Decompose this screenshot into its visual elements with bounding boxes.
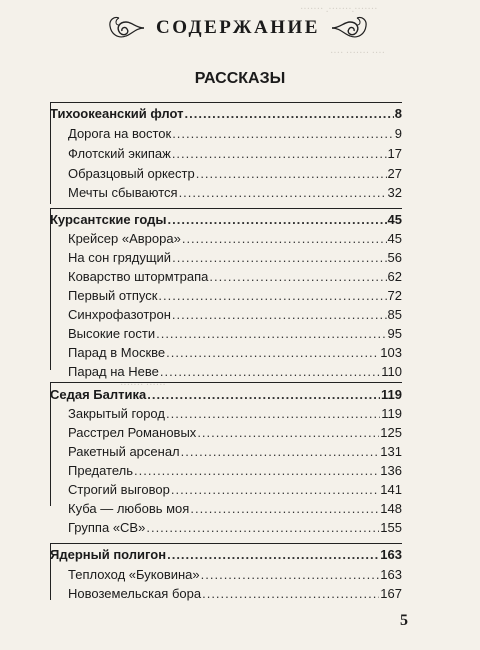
chapter-page: 119 [381,387,402,402]
story-title: Синхрофазотрон [68,307,171,322]
dot-leader [166,405,380,423]
toc-story-entry [68,519,402,537]
story-page: 163 [380,567,402,582]
dot-leader [146,519,379,537]
story-title: Расстрел Романовых [68,425,197,440]
section-heading: РАССКАЗЫ [194,70,286,87]
dot-leader [168,211,387,229]
dot-leader [181,443,380,461]
dot-leader [172,306,387,324]
toc-story-entry [68,268,402,286]
dot-leader [172,145,387,163]
story-page: 119 [381,406,402,421]
dot-leader [147,386,380,404]
story-title: Образцовый оркестр [68,166,195,181]
story-page: 85 [387,307,402,322]
story-title: На сон грядущий [68,250,172,265]
story-page: 110 [381,364,402,379]
story-title: Мечты сбываются [68,185,178,200]
group-top-rule [50,382,402,383]
dot-leader [156,325,386,343]
toc-story-entry [68,405,402,423]
chapter-title: Ядерный полигон [50,547,167,562]
story-title: Теплоход «Буковина» [68,567,200,582]
dot-leader [190,500,379,518]
toc-story-entry [68,184,402,202]
story-page: 17 [387,146,402,161]
contents-header [78,8,398,48]
chapter-page: 8 [394,106,402,121]
story-title: Куба — любовь моя [68,501,190,516]
bleed-through-text: ···· ······· ···· [330,48,385,59]
story-page: 27 [387,166,402,181]
bleed-through-text: ·······.·······. ······· [300,4,378,15]
dot-leader [197,424,379,442]
toc-story-entry [68,145,402,163]
toc-story-entry [68,325,402,343]
page-title: СОДЕРЖАНИЕ [156,17,320,38]
story-title: Предатель [68,463,134,478]
toc-story-entry [68,500,402,518]
story-title: Флотский экипаж [68,146,171,161]
toc-story-entry [68,566,402,584]
page-number: 5 [400,612,408,629]
dot-leader [182,230,387,248]
story-page: 155 [380,520,402,535]
right-ornament-icon [330,12,370,44]
dot-leader [172,249,386,267]
story-page: 167 [380,586,402,601]
toc-story-entry [68,481,402,499]
toc-chapter-entry [50,105,402,123]
group-top-rule [50,543,402,544]
toc-story-entry [68,306,402,324]
story-title: Высокие гости [68,326,156,341]
dot-leader [166,344,379,362]
group-top-rule [50,102,402,103]
dot-leader [172,125,394,143]
toc-story-entry [68,585,402,603]
story-page: 72 [387,288,402,303]
chapter-page: 163 [380,547,402,562]
chapter-title: Тихоокеанский флот [50,106,184,121]
dot-leader [167,546,379,564]
toc-chapter-entry [50,386,402,404]
dot-leader [134,462,379,480]
story-title: Новоземельская бора [68,586,202,601]
dot-leader [171,481,379,499]
toc-chapter-entry [50,546,402,564]
left-ornament-icon [106,12,146,44]
bleed-through-text: ······ ······· [120,380,166,391]
story-title: Закрытый город [68,406,165,421]
dot-leader [158,287,386,305]
story-page: 148 [380,501,402,516]
toc-chapter-entry [50,211,402,229]
group-top-rule [50,208,402,209]
story-title: Парад на Неве [68,364,159,379]
story-page: 45 [387,231,402,246]
dot-leader [209,268,386,286]
story-title: Первый отпуск [68,288,158,303]
story-page: 95 [387,326,402,341]
toc-story-entry [68,424,402,442]
story-title: Крейсер «Аврора» [68,231,181,246]
story-page: 125 [380,425,402,440]
toc-story-entry [68,462,402,480]
dot-leader [179,184,387,202]
story-page: 131 [380,444,402,459]
group-side-rule [50,208,51,370]
story-page: 56 [387,250,402,265]
chapter-page: 45 [387,212,402,227]
story-page: 9 [394,126,402,141]
dot-leader [201,566,380,584]
story-page: 32 [387,185,402,200]
story-title: Строгий выговор [68,482,170,497]
dot-leader [185,105,394,123]
chapter-title: Седая Балтика [50,387,147,402]
dot-leader [202,585,379,603]
story-title: Коварство штормтрапа [68,269,209,284]
toc-story-entry [68,230,402,248]
toc-story-entry [68,363,402,381]
story-title: Ракетный арсенал [68,444,180,459]
story-page: 141 [380,482,402,497]
story-page: 103 [380,345,402,360]
dot-leader [160,363,380,381]
story-title: Парад в Москве [68,345,166,360]
dot-leader [196,165,387,183]
story-title: Группа «СВ» [68,520,146,535]
story-page: 62 [387,269,402,284]
toc-story-entry [68,249,402,267]
chapter-title: Курсантские годы [50,212,167,227]
toc-story-entry [68,125,402,143]
story-title: Дорога на восток [68,126,172,141]
story-page: 136 [380,463,402,478]
toc-story-entry [68,165,402,183]
toc-story-entry [68,344,402,362]
toc-story-entry [68,443,402,461]
toc-story-entry [68,287,402,305]
